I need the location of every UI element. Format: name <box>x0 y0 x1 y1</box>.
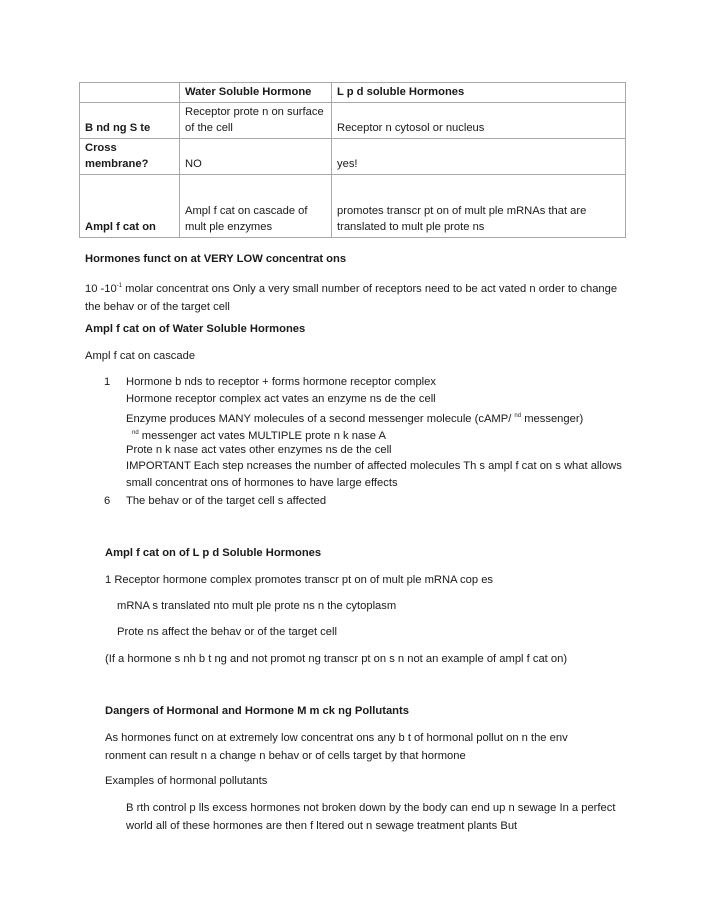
paragraph <box>85 277 627 316</box>
table-header-blank <box>80 83 180 103</box>
paragraph: As hormones funct on at extremely low concentrat ons any b t of hormonal pollut on n the env ronment can result n a change n behav or of cells target by that hormone <box>105 732 568 762</box>
section-heading: Hormones funct on at VERY LOW concentrat ons <box>85 253 347 265</box>
table-row <box>80 139 626 175</box>
table-cell: Receptor n cytosol or nucleus <box>332 103 626 139</box>
range-start: 10 <box>85 283 98 295</box>
table-header-water: Water Soluble Hormone <box>180 83 332 103</box>
table-header-lipid: L p d soluble Hormones <box>332 83 626 103</box>
superscript: nd <box>132 430 139 436</box>
section-heading: Ampl f cat on of Water Soluble Hormones <box>85 323 306 335</box>
table-row-label: Cross membrane? <box>80 139 180 175</box>
comparison-table <box>79 82 626 238</box>
paragraph: mRNA s translated nto mult ple prote ns n the cytoplasm <box>117 600 397 612</box>
table-cell: yes! <box>332 139 626 175</box>
table-cell: promotes transcr pt on of mult ple mRNAs that are translated to mult ple prote ns <box>332 175 626 238</box>
table-header-row <box>80 83 626 103</box>
table-row <box>80 175 626 238</box>
table-row-label: Ampl f cat on <box>80 175 180 238</box>
list-item: IMPORTANT Each step ncreases the number of affected molecules Th s ampl f cat on s what allows small concentrat ons of hormones to have large effects <box>126 460 622 489</box>
superscript: nd <box>514 413 522 419</box>
list-item: B rth control p lls excess hormones not broken down by the body can end up n sewage In a perfect world all of these hormones are then f ltered out n sewage treatment plants But <box>126 802 616 832</box>
table-cell: NO <box>180 139 332 175</box>
paragraph: Prote ns affect the behav or of the target cell <box>117 626 337 638</box>
list-number: 1 <box>104 376 111 388</box>
paragraph: (If a hormone s nh b t ng and not promot ng transcr pt on s n not an example of ampl f cat on) <box>105 653 568 665</box>
subheading: Ampl f cat on cascade <box>85 350 196 362</box>
range-text: molar concentrat ons Only a very small number of receptors need to be act vated n order to change the behav or of the target cell <box>85 283 618 313</box>
list-item-text: Enzyme produces MANY molecules of a second messenger molecule (cAMP/ <box>126 413 515 425</box>
subheading: Examples of hormonal pollutants <box>105 775 268 787</box>
list-item: Hormone receptor complex act vates an enzyme ns de the cell <box>126 393 436 405</box>
table-cell: Ampl f cat on cascade of mult ple enzymes <box>180 175 332 238</box>
section-heading: Dangers of Hormonal and Hormone M m ck ng Pollutants <box>105 705 409 717</box>
list-item: Prote n k nase act vates other enzymes ns de the cell <box>126 444 392 456</box>
list-item: The behav or of the target cell s affected <box>126 495 327 507</box>
paragraph: 1 Receptor hormone complex promotes transcr pt on of mult ple mRNA cop es <box>105 574 494 586</box>
range-end: -10 <box>97 283 117 295</box>
list-item-text: messenger) <box>521 413 584 425</box>
table-row <box>80 103 626 139</box>
table-cell: Receptor prote n on surface of the cell <box>180 103 332 139</box>
section-heading: Ampl f cat on of L p d Soluble Hormones <box>105 547 322 559</box>
range-exponent: -1 <box>116 283 123 289</box>
list-item: Hormone b nds to receptor + forms hormone receptor complex <box>126 376 436 388</box>
list-item-text: messenger act vates MULTIPLE prote n k nase A <box>138 430 386 442</box>
list-number: 6 <box>104 495 111 507</box>
table-row-label: B nd ng S te <box>80 103 180 139</box>
